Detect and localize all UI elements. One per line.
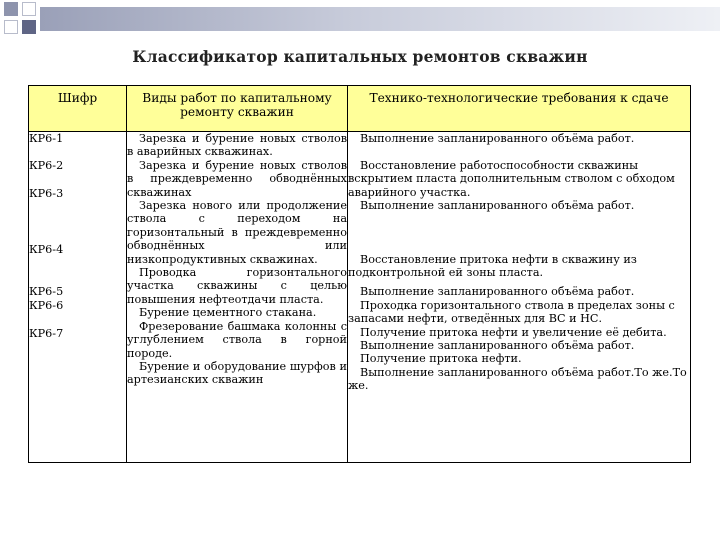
code-item: КР6-6 [29,299,64,312]
requirement-item: Выполнение запланированного объёма работ. [360,132,635,145]
slide-title: Классификатор капитальных ремонтов скважин [132,47,588,66]
decoration-gradient-bar [40,7,720,31]
decoration-square [22,2,36,16]
requirement-item: Проходка горизонтального ствола в пределах зоны с запасами нефти, отведённых для ВС и НС. [348,298,675,326]
codes-cell [29,132,127,463]
requirement-item: Выполнение запланированного объёма работ. [360,339,635,353]
requirements-cell [348,132,691,463]
slide-decoration [0,0,720,40]
requirement-item: Выполнение запланированного объёма работ. [360,199,635,213]
decoration-square [4,20,18,34]
requirement-item: Получение притока нефти и увеличение её дебита. [360,325,667,339]
requirement-item: Выполнение запланированного объёма работ.То же.То же. [348,365,687,393]
table-row [29,132,691,463]
requirement-item: Восстановление работоспособности скважины вскрытием пласта дополнительным стволом с обходом аварийного участка. [348,158,675,199]
requirement-item: Выполнение запланированного объёма работ. [360,285,635,299]
code-item: КР6-5 [29,285,64,298]
requirement-item: Восстановление притока нефти в скважину из подконтрольной ей зоны пласта. [348,252,637,279]
code-item: КР6-1 [29,132,64,145]
code-item: КР6-7 [29,327,64,340]
decoration-square [4,2,18,16]
work-item: Бурение и оборудование шурфов и артезианских скважин [127,359,347,387]
works-cell [127,132,348,463]
code-item: КР6-4 [29,243,64,256]
code-item: КР6-2 [29,159,64,172]
requirement-item: Получение притока нефти. [360,352,522,366]
work-item: Зарезка и бурение новых стволов в преждевременно обводнённых скважинах [127,158,347,199]
work-item: Бурение цементного стакана. [139,306,317,320]
code-item: КР6-3 [29,187,64,200]
table-header-row [29,86,691,132]
header-works: Виды работ по капитальному ремонту скважин [127,86,348,132]
work-item: Зарезка и бурение новых стволов в аварийных скважинах. [127,132,347,159]
classifier-table [28,85,691,463]
header-requirements: Технико-технологические требования к сдаче [348,86,691,132]
work-item: Зарезка нового или продолжение ствола с переходом на горизонтальный в преждевременно обводнённых или низкопродуктивных скважинах. [127,199,347,266]
header-code: Шифр [29,86,127,132]
work-item: Фрезерование башмака колонны с углублением ствола в горной породе. [127,319,347,360]
work-item: Проводка горизонтального участка скважины с целью повышения нефтеотдачи пласта. [127,266,347,306]
decoration-square [22,20,36,34]
